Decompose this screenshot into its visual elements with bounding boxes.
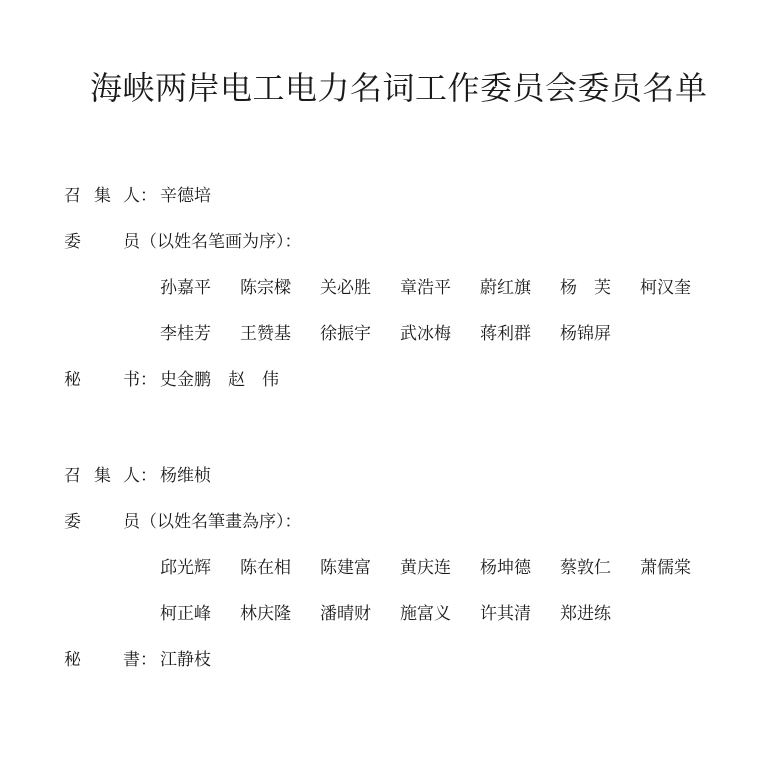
member-name: 柯汉奎 bbox=[640, 278, 691, 298]
page-title: 海峡两岸电工电力名词工作委员会委员名单 bbox=[90, 69, 708, 107]
member-name: 关必胜 bbox=[320, 278, 371, 298]
secretary-names: 江静枝 bbox=[160, 650, 211, 670]
member-name: 萧儒棠 bbox=[640, 558, 691, 578]
member-name: 施富义 bbox=[400, 604, 451, 624]
member-name: 陈宗樑 bbox=[240, 278, 291, 298]
secretary-row: 秘 書： 江静枝 bbox=[64, 650, 211, 670]
member-name: 孙嘉平 bbox=[160, 278, 211, 298]
convener-row: 召 集 人： 辛德培 bbox=[64, 186, 211, 206]
mainland-committee-section bbox=[64, 184, 744, 414]
member-name: 蔚红旗 bbox=[480, 278, 531, 298]
member-name: 蔡敦仁 bbox=[560, 558, 611, 578]
member-name: 陈建富 bbox=[320, 558, 371, 578]
members-label-row: 委 员（以姓名笔画为序）： bbox=[64, 232, 302, 252]
member-name: 杨坤德 bbox=[480, 558, 531, 578]
member-name: 章浩平 bbox=[400, 278, 451, 298]
member-name: 邱光辉 bbox=[160, 558, 211, 578]
secretary-names: 史金鹏 赵 伟 bbox=[160, 370, 279, 390]
members-row-2 bbox=[64, 602, 744, 648]
member-name: 潘晴财 bbox=[320, 604, 371, 624]
member-name: 柯正峰 bbox=[160, 604, 211, 624]
members-row-2 bbox=[64, 322, 744, 368]
member-name: 王赞基 bbox=[240, 324, 291, 344]
member-name: 蒋利群 bbox=[480, 324, 531, 344]
member-name: 杨 芙 bbox=[560, 278, 611, 298]
member-name: 郑进练 bbox=[560, 604, 611, 624]
member-name: 陈在相 bbox=[240, 558, 291, 578]
member-name: 徐振宇 bbox=[320, 324, 371, 344]
member-name: 黄庆连 bbox=[400, 558, 451, 578]
secretary-row: 秘 书： 史金鹏 赵 伟 bbox=[64, 370, 279, 390]
taiwan-committee-section bbox=[64, 464, 744, 694]
convener-name: 杨维桢 bbox=[160, 466, 211, 486]
member-name: 武冰梅 bbox=[400, 324, 451, 344]
convener-row: 召 集 人： 杨维桢 bbox=[64, 466, 211, 486]
member-name: 杨锦屏 bbox=[560, 324, 611, 344]
member-name: 林庆隆 bbox=[240, 604, 291, 624]
members-row-1 bbox=[64, 276, 744, 322]
members-row-1 bbox=[64, 556, 744, 602]
members-label-row: 委 员（以姓名筆畫為序）： bbox=[64, 512, 302, 532]
member-name: 许其清 bbox=[480, 604, 531, 624]
convener-name: 辛德培 bbox=[160, 186, 211, 206]
member-name: 李桂芳 bbox=[160, 324, 211, 344]
